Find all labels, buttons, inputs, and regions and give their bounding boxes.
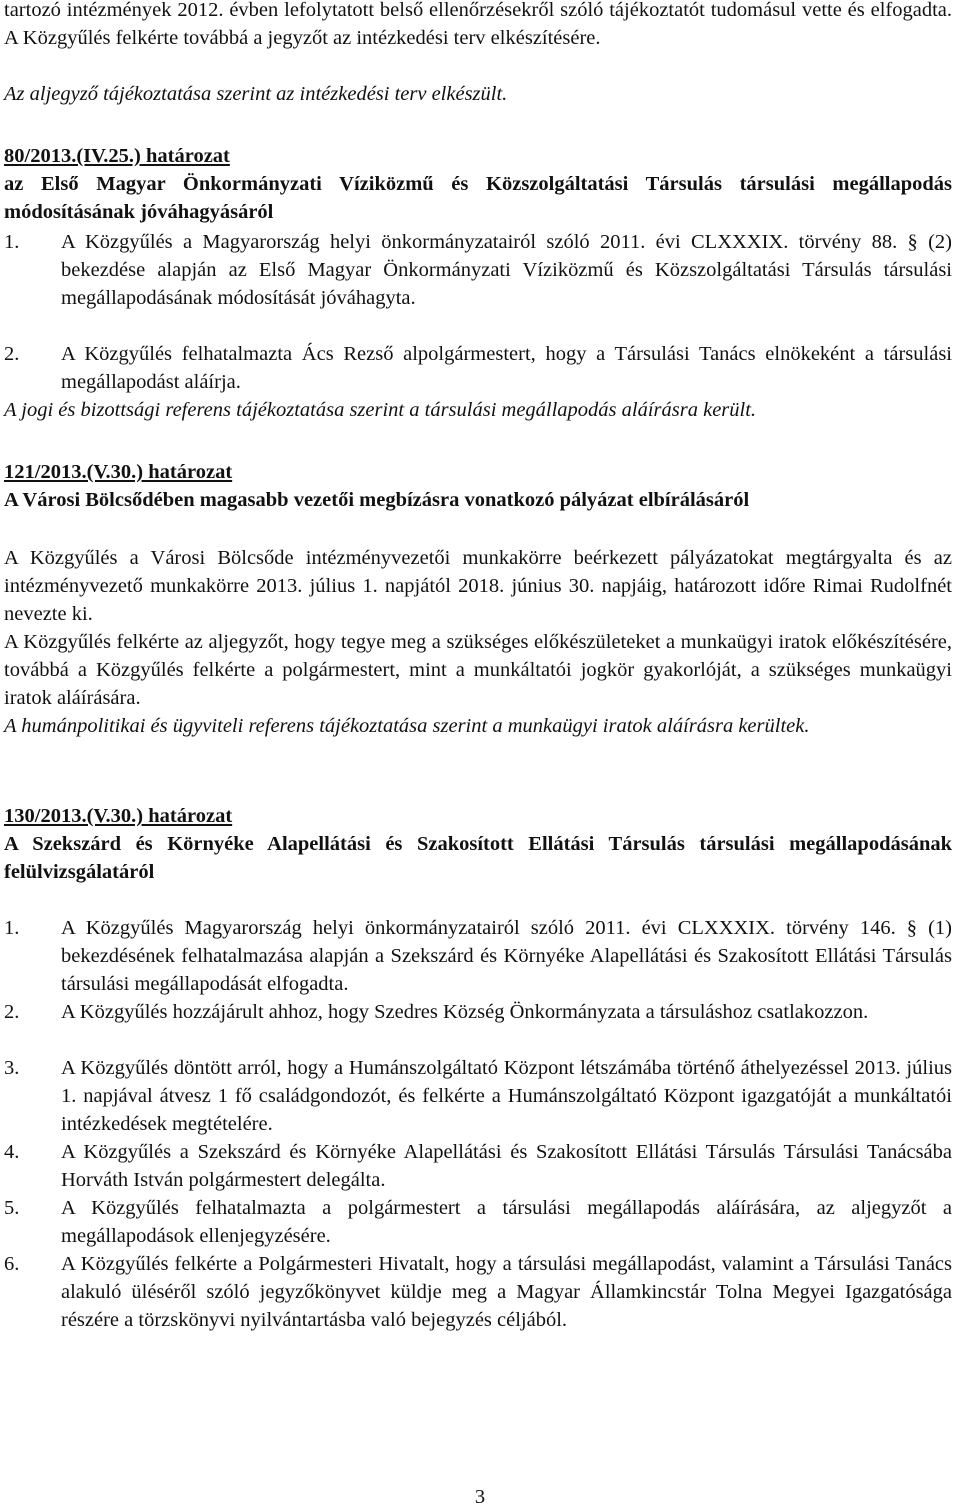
item-number: 1. <box>4 917 20 939</box>
resolution-130-heading <box>4 802 952 830</box>
resolution-130-item-5 <box>4 1194 952 1250</box>
page-number: 3 <box>474 1486 486 1508</box>
item-number: 1. <box>4 231 20 253</box>
resolution-121-number: 121/2013.(V.30.) határozat <box>4 461 233 483</box>
item-text: A Közgyűlés a Szekszárd és Környéke Alapellátási és Szakosított Ellátási Társulás Társulási Tanácsába Horváth István polgármestert delegálta. <box>61 1141 952 1191</box>
item-number: 6. <box>4 1253 20 1275</box>
item-number: 3. <box>4 1057 20 1079</box>
resolution-80-title: az Első Magyar Önkormányzati Víziközmű és Közszolgáltatási Társulás társulási megállapodás módosításának jóváhagyásáról <box>4 173 952 223</box>
resolution-130-title: A Szekszárd és Környéke Alapellátási és Szakosított Ellátási Társulás társulási megállapodásának felülvizsgálatáról <box>4 833 952 883</box>
resolution-121-note: A humánpolitikai és ügyviteli referens tájékoztatása szerint a munkaügyi iratok aláírásra kerültek. <box>4 715 810 737</box>
resolution-130-item-1 <box>4 914 952 998</box>
item-text: A Közgyűlés a Magyarország helyi önkormányzatairól szóló 2011. évi CLXXXIX. törvény 88. § (2) bekezdése alapján az Első Magyar Önkormányzati Víziközmű és Közszolgáltatási Társulás társulási megállapodásának módosítását jóváhagyta. <box>61 231 952 309</box>
resolution-80-item-2 <box>4 340 952 396</box>
resolution-80-note: A jogi és bizottsági referens tájékoztatása szerint a társulási megállapodás aláírásra került. <box>4 399 757 421</box>
item-text: A Közgyűlés felkérte a Polgármesteri Hivatalt, hogy a társulási megállapodást, valamint a Társulási Tanács alakuló üléséről szóló jegyzőkönyvet küldje meg a Magyar Államkincstár Tolna Megyei Igazgatósága részére a törzskönyvi nyilvántartásba való bejegyzés céljából. <box>61 1253 952 1331</box>
item-text: A Közgyűlés Magyarország helyi önkormányzatairól szóló 2011. évi CLXXXIX. törvény 146. § (1) bekezdésének felhatalmazása alapján a Szekszárd és Környéke Alapellátási és Szakosított Ellátási Társulás társulási megállapodását elfogadta. <box>61 917 952 995</box>
resolution-80-number: 80/2013.(IV.25.) határozat <box>4 145 230 167</box>
resolution-121-paragraph-1: A Közgyűlés a Városi Bölcsőde intézményvezetői munkakörre beérkezett pályázatokat megtárgyalta és az intézményvezető munkakörre 2013. július 1. napjától 2018. június 30. napjáig, határozott időre Rimai Rudolfnét nevezte ki. <box>4 547 952 625</box>
item-number: 5. <box>4 1197 20 1219</box>
resolution-130-item-3 <box>4 1054 952 1138</box>
resolution-130-item-6 <box>4 1250 952 1334</box>
item-number: 2. <box>4 1001 20 1023</box>
resolution-130-number: 130/2013.(V.30.) határozat <box>4 805 233 827</box>
resolution-80-item-1 <box>4 228 952 312</box>
resolution-130-item-4 <box>4 1138 952 1194</box>
item-number: 2. <box>4 343 20 365</box>
resolution-130-item-2 <box>4 998 952 1026</box>
resolution-121-paragraph-2: A Közgyűlés felkérte az aljegyzőt, hogy tegye meg a szükséges előkészületeket a munkaügyi iratok előkészítésére, továbbá a Közgyűlés felkérte a polgármestert, mint a munkáltatói jogkör gyakorlóját, a szükséges munkaügyi iratok aláírására. <box>4 631 952 709</box>
intro-paragraph: tartozó intézmények 2012. évben lefolytatott belső ellenőrzésekről szóló tájékoztatót tudomásul vette és elfogadta. A Közgyűlés felkérte továbbá a jegyzőt az intézkedési terv elkészítésére. <box>4 0 952 49</box>
intro-note: Az aljegyző tájékoztatása szerint az intézkedési terv elkészült. <box>4 83 508 105</box>
item-text: A Közgyűlés hozzájárult ahhoz, hogy Szedres Község Önkormányzata a társuláshoz csatlakozzon. <box>61 1001 869 1023</box>
resolution-121-title: A Városi Bölcsődében magasabb vezetői megbízásra vonatkozó pályázat elbírálásáról <box>4 489 750 511</box>
item-text: A Közgyűlés felhatalmazta Ács Rezső alpolgármestert, hogy a Társulási Tanács elnökeként a társulási megállapodást aláírja. <box>61 343 952 393</box>
resolution-80-heading <box>4 142 952 170</box>
resolution-121-heading <box>4 458 952 486</box>
item-text: A Közgyűlés felhatalmazta a polgármestert a társulási megállapodás aláírására, az aljegyzőt a megállapodások ellenjegyzésére. <box>61 1197 952 1247</box>
item-number: 4. <box>4 1141 20 1163</box>
item-text: A Közgyűlés döntött arról, hogy a Humánszolgáltató Központ létszámába történő áthelyezéssel 2013. július 1. napjával átvesz 1 fő családgondozót, és felkérte a Humánszolgáltató Központ igazgatóját a munkáltatói intézkedések megtételére. <box>61 1057 952 1135</box>
